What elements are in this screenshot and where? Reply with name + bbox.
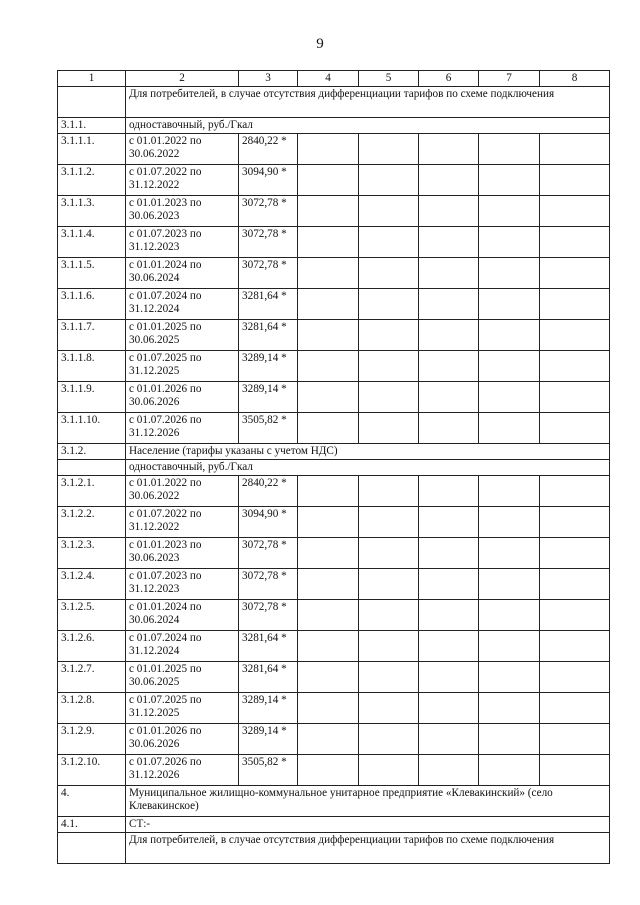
empty-cell <box>479 507 540 538</box>
row-code: 3.1.1.8. <box>58 351 126 382</box>
tariff-value-cell: 3289,14 * <box>239 724 298 755</box>
row-code: 3.1.1.4. <box>58 227 126 258</box>
empty-cell <box>298 755 359 786</box>
empty-cell <box>359 569 419 600</box>
empty-cell <box>359 755 419 786</box>
empty-cell <box>479 134 540 165</box>
period-cell: с 01.01.2024 по 30.06.2024 <box>126 258 239 289</box>
table-row <box>58 258 610 289</box>
empty-cell <box>359 289 419 320</box>
column-header: 4 <box>298 71 359 87</box>
table-row <box>58 600 610 631</box>
tariff-value-cell: 3072,78 * <box>239 538 298 569</box>
empty-cell <box>479 600 540 631</box>
table-row <box>58 755 610 786</box>
column-header: 2 <box>126 71 239 87</box>
row-code: 3.1.1.7. <box>58 320 126 351</box>
tariff-value-cell: 2840,22 * <box>239 476 298 507</box>
empty-cell <box>298 165 359 196</box>
empty-cell <box>359 724 419 755</box>
tariff-value-cell: 3281,64 * <box>239 631 298 662</box>
empty-cell <box>298 569 359 600</box>
empty-cell <box>419 507 479 538</box>
empty-cell <box>479 755 540 786</box>
row-code: 3.1.2.1. <box>58 476 126 507</box>
row-code: 3.1.1.1. <box>58 134 126 165</box>
period-cell: с 01.07.2025 по 31.12.2025 <box>126 693 239 724</box>
empty-cell <box>419 538 479 569</box>
empty-cell <box>540 662 610 693</box>
row-code <box>58 833 126 864</box>
empty-cell <box>359 538 419 569</box>
empty-cell <box>540 693 610 724</box>
table-row <box>58 693 610 724</box>
table-row <box>58 134 610 165</box>
empty-cell <box>298 507 359 538</box>
section-row <box>58 817 610 833</box>
row-code: 4.1. <box>58 817 126 833</box>
table-row <box>58 413 610 444</box>
empty-cell <box>419 755 479 786</box>
row-code: 3.1.1.6. <box>58 289 126 320</box>
period-cell: с 01.01.2026 по 30.06.2026 <box>126 724 239 755</box>
row-code: 3.1.2.4. <box>58 569 126 600</box>
period-cell: с 01.01.2022 по 30.06.2022 <box>126 134 239 165</box>
empty-cell <box>540 413 610 444</box>
empty-cell <box>359 165 419 196</box>
column-header: 1 <box>58 71 126 87</box>
empty-cell <box>298 413 359 444</box>
empty-cell <box>540 134 610 165</box>
empty-cell <box>479 320 540 351</box>
empty-cell <box>298 600 359 631</box>
section-row <box>58 786 610 817</box>
empty-cell <box>540 258 610 289</box>
period-cell: с 01.07.2026 по 31.12.2026 <box>126 413 239 444</box>
empty-cell <box>419 320 479 351</box>
empty-cell <box>359 258 419 289</box>
period-cell: с 01.01.2025 по 30.06.2025 <box>126 662 239 693</box>
tariff-value-cell: 3072,78 * <box>239 227 298 258</box>
empty-cell <box>479 196 540 227</box>
empty-cell <box>540 351 610 382</box>
tariff-value-cell: 3094,90 * <box>239 165 298 196</box>
period-cell: с 01.01.2022 по 30.06.2022 <box>126 476 239 507</box>
row-code: 3.1.2.7. <box>58 662 126 693</box>
tariff-value-cell: 3505,82 * <box>239 755 298 786</box>
empty-cell <box>419 227 479 258</box>
row-code: 3.1.2.3. <box>58 538 126 569</box>
empty-cell <box>419 289 479 320</box>
period-cell: с 01.07.2024 по 31.12.2024 <box>126 289 239 320</box>
empty-cell <box>479 724 540 755</box>
empty-cell <box>419 476 479 507</box>
tariff-value-cell: 3289,14 * <box>239 351 298 382</box>
empty-cell <box>479 289 540 320</box>
table-row <box>58 662 610 693</box>
empty-cell <box>540 631 610 662</box>
empty-cell <box>419 413 479 444</box>
period-cell: с 01.07.2023 по 31.12.2023 <box>126 569 239 600</box>
empty-cell <box>419 196 479 227</box>
empty-cell <box>298 351 359 382</box>
empty-cell <box>359 320 419 351</box>
section-text: Для потребителей, в случае отсутствия дифференциации тарифов по схеме подключения <box>126 87 610 118</box>
empty-cell <box>540 227 610 258</box>
empty-cell <box>359 382 419 413</box>
empty-cell <box>298 538 359 569</box>
section-text: Для потребителей, в случае отсутствия дифференциации тарифов по схеме подключения <box>126 833 610 864</box>
page-number: 9 <box>316 36 324 52</box>
tariff-value-cell: 3094,90 * <box>239 507 298 538</box>
row-code: 3.1.2.5. <box>58 600 126 631</box>
empty-cell <box>298 476 359 507</box>
empty-cell <box>298 693 359 724</box>
empty-cell <box>419 165 479 196</box>
empty-cell <box>479 693 540 724</box>
section-row <box>58 118 610 134</box>
empty-cell <box>419 258 479 289</box>
table-header-row <box>58 71 610 87</box>
empty-cell <box>540 538 610 569</box>
empty-cell <box>479 631 540 662</box>
empty-cell <box>298 196 359 227</box>
tariff-value-cell: 3289,14 * <box>239 693 298 724</box>
period-cell: с 01.01.2025 по 30.06.2025 <box>126 320 239 351</box>
tariff-value-cell: 3281,64 * <box>239 289 298 320</box>
empty-cell <box>540 724 610 755</box>
empty-cell <box>419 631 479 662</box>
tariff-value-cell: 3072,78 * <box>239 196 298 227</box>
empty-cell <box>540 476 610 507</box>
row-code: 3.1.2.2. <box>58 507 126 538</box>
empty-cell <box>419 569 479 600</box>
tariff-value-cell: 3281,64 * <box>239 320 298 351</box>
table-row <box>58 724 610 755</box>
period-cell: с 01.07.2024 по 31.12.2024 <box>126 631 239 662</box>
empty-cell <box>479 351 540 382</box>
column-header: 6 <box>419 71 479 87</box>
section-row <box>58 833 610 864</box>
empty-cell <box>540 755 610 786</box>
empty-cell <box>419 662 479 693</box>
section-text: СТ:- <box>126 817 610 833</box>
empty-cell <box>479 569 540 600</box>
period-cell: с 01.07.2023 по 31.12.2023 <box>126 227 239 258</box>
tariff-value-cell: 3072,78 * <box>239 600 298 631</box>
empty-cell <box>298 724 359 755</box>
row-code: 3.1.1.2. <box>58 165 126 196</box>
section-text: одноставочный, руб./Гкал <box>126 118 610 134</box>
tariff-table-body <box>58 71 610 864</box>
table-row <box>58 538 610 569</box>
row-code: 3.1.1. <box>58 118 126 134</box>
period-cell: с 01.01.2023 по 30.06.2023 <box>126 196 239 227</box>
section-row <box>58 460 610 476</box>
period-cell: с 01.01.2024 по 30.06.2024 <box>126 600 239 631</box>
empty-cell <box>298 631 359 662</box>
empty-cell <box>479 538 540 569</box>
empty-cell <box>479 413 540 444</box>
column-header: 3 <box>239 71 298 87</box>
period-cell: с 01.01.2023 по 30.06.2023 <box>126 538 239 569</box>
empty-cell <box>359 631 419 662</box>
empty-cell <box>540 600 610 631</box>
row-code <box>58 460 126 476</box>
tariff-value-cell: 3281,64 * <box>239 662 298 693</box>
empty-cell <box>359 662 419 693</box>
period-cell: с 01.01.2026 по 30.06.2026 <box>126 382 239 413</box>
empty-cell <box>359 134 419 165</box>
table-row <box>58 351 610 382</box>
empty-cell <box>359 196 419 227</box>
table-row <box>58 227 610 258</box>
empty-cell <box>540 165 610 196</box>
empty-cell <box>419 600 479 631</box>
tariff-table <box>57 70 610 864</box>
empty-cell <box>419 351 479 382</box>
empty-cell <box>479 165 540 196</box>
empty-cell <box>479 476 540 507</box>
section-row <box>58 444 610 460</box>
period-cell: с 01.07.2022 по 31.12.2022 <box>126 165 239 196</box>
empty-cell <box>419 382 479 413</box>
empty-cell <box>298 258 359 289</box>
empty-cell <box>540 289 610 320</box>
section-text: Муниципальное жилищно-коммунальное унитарное предприятие «Клевакинский» (село Клевакинское) <box>126 786 610 817</box>
row-code: 3.1.2.10. <box>58 755 126 786</box>
section-row <box>58 87 610 118</box>
column-header: 5 <box>359 71 419 87</box>
empty-cell <box>540 507 610 538</box>
empty-cell <box>298 227 359 258</box>
table-row <box>58 196 610 227</box>
empty-cell <box>479 662 540 693</box>
row-code: 3.1.2.9. <box>58 724 126 755</box>
column-header: 8 <box>540 71 610 87</box>
table-row <box>58 320 610 351</box>
empty-cell <box>479 382 540 413</box>
empty-cell <box>419 134 479 165</box>
empty-cell <box>298 662 359 693</box>
period-cell: с 01.07.2026 по 31.12.2026 <box>126 755 239 786</box>
empty-cell <box>540 569 610 600</box>
table-row <box>58 289 610 320</box>
empty-cell <box>479 258 540 289</box>
row-code: 3.1.1.5. <box>58 258 126 289</box>
row-code: 4. <box>58 786 126 817</box>
table-row <box>58 382 610 413</box>
empty-cell <box>540 320 610 351</box>
period-cell: с 01.07.2025 по 31.12.2025 <box>126 351 239 382</box>
row-code: 3.1.1.9. <box>58 382 126 413</box>
empty-cell <box>359 227 419 258</box>
row-code: 3.1.2.6. <box>58 631 126 662</box>
row-code: 3.1.2.8. <box>58 693 126 724</box>
row-code: 3.1.1.10. <box>58 413 126 444</box>
section-text: Население (тарифы указаны с учетом НДС) <box>126 444 610 460</box>
empty-cell <box>540 196 610 227</box>
empty-cell <box>298 134 359 165</box>
empty-cell <box>359 351 419 382</box>
section-text: одноставочный, руб./Гкал <box>126 460 610 476</box>
empty-cell <box>479 227 540 258</box>
tariff-value-cell: 3072,78 * <box>239 258 298 289</box>
empty-cell <box>298 382 359 413</box>
table-row <box>58 165 610 196</box>
empty-cell <box>359 693 419 724</box>
column-header: 7 <box>479 71 540 87</box>
empty-cell <box>359 413 419 444</box>
empty-cell <box>298 320 359 351</box>
empty-cell <box>419 724 479 755</box>
tariff-value-cell: 2840,22 * <box>239 134 298 165</box>
period-cell: с 01.07.2022 по 31.12.2022 <box>126 507 239 538</box>
row-code: 3.1.2. <box>58 444 126 460</box>
empty-cell <box>298 289 359 320</box>
empty-cell <box>359 507 419 538</box>
tariff-value-cell: 3072,78 * <box>239 569 298 600</box>
table-row <box>58 569 610 600</box>
empty-cell <box>540 382 610 413</box>
tariff-value-cell: 3289,14 * <box>239 382 298 413</box>
row-code: 3.1.1.3. <box>58 196 126 227</box>
empty-cell <box>359 476 419 507</box>
empty-cell <box>359 600 419 631</box>
row-code <box>58 87 126 118</box>
table-row <box>58 476 610 507</box>
empty-cell <box>419 693 479 724</box>
table-row <box>58 631 610 662</box>
tariff-value-cell: 3505,82 * <box>239 413 298 444</box>
table-row <box>58 507 610 538</box>
